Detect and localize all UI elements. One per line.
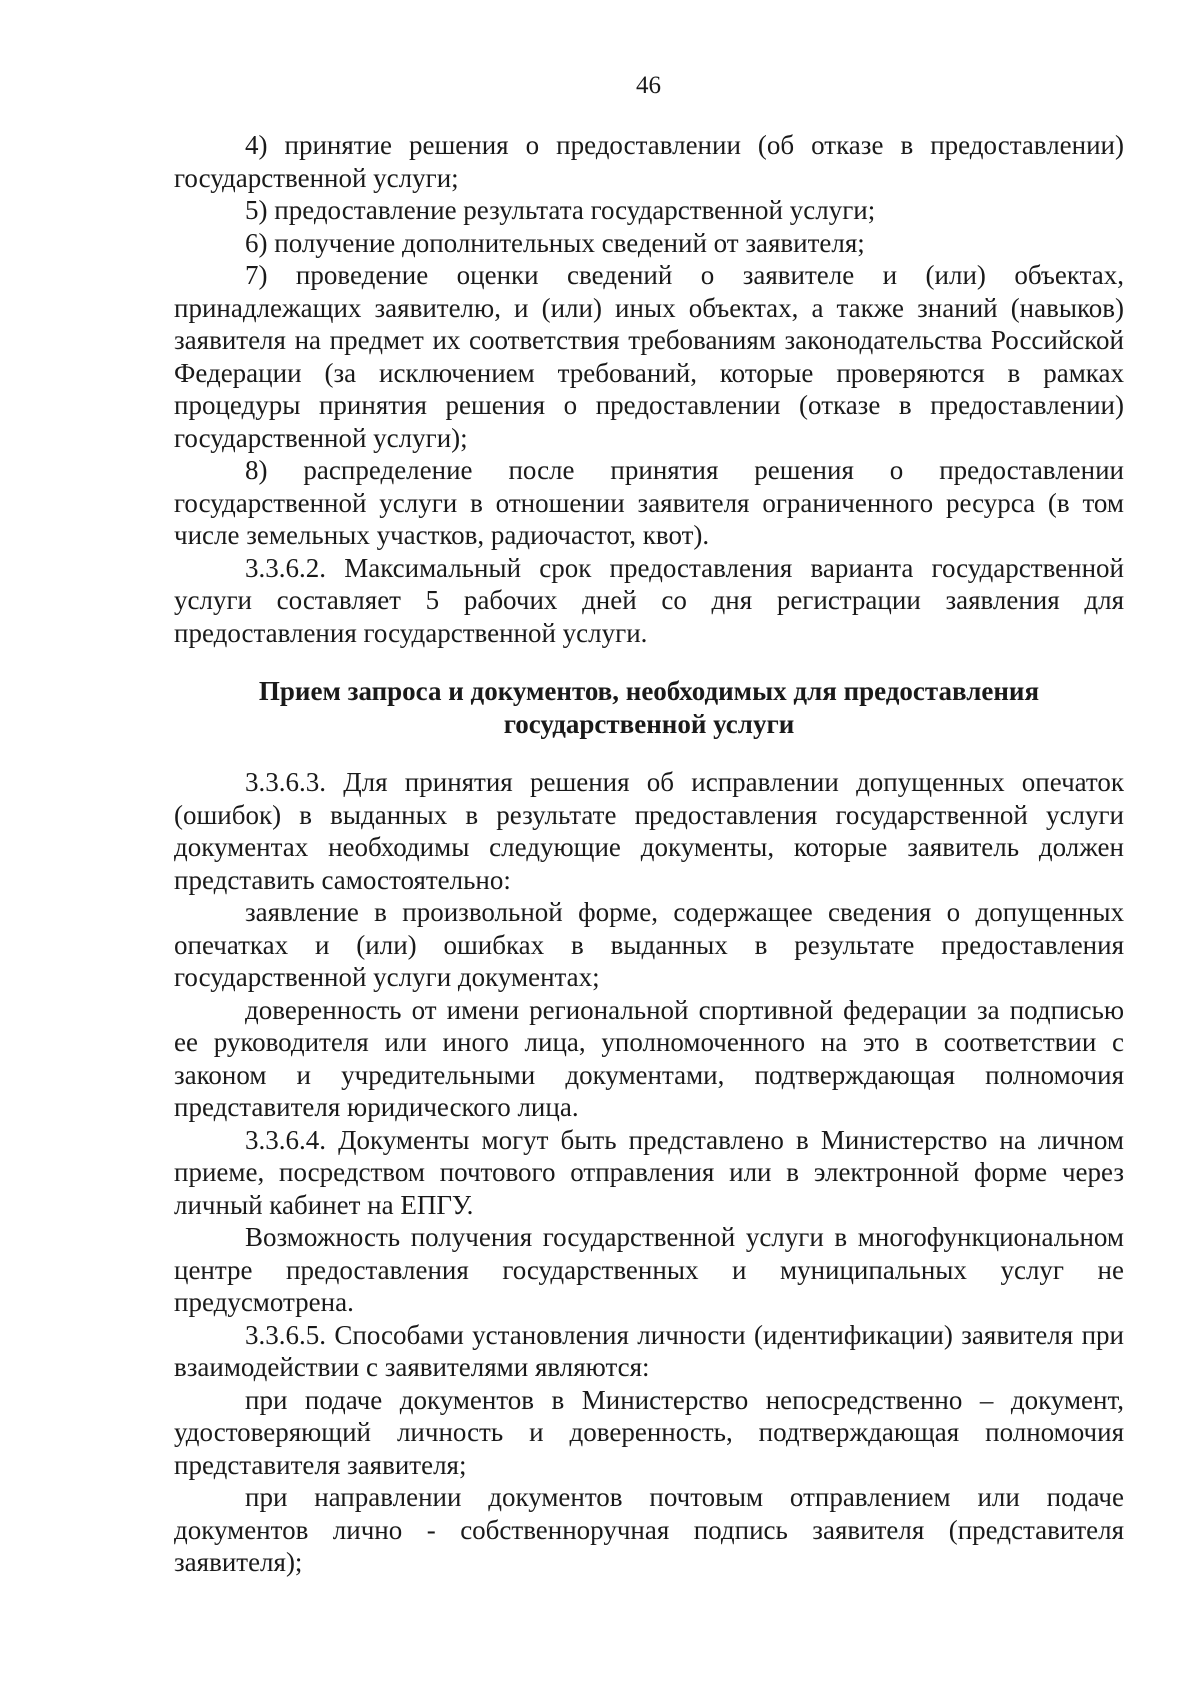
section-heading [174,675,1124,740]
paragraph-item-4: 4) принятие решения о предоставлении (об отказе в предоставлении) государственной услуги; [174,130,1124,193]
paragraph-in-person: при подаче документов в Министерство непосредственно – документ, удостоверяющий личность и доверенность, подтверждающая полномочия представителя заявителя; [174,1384,1124,1480]
paragraph-3-3-6-3: 3.3.6.3. Для принятия решения об исправлении допущенных опечаток (ошибок) в выданных в результате предоставления государственной услуги документах необходимы следующие документы, которые заявитель должен представить самостоятельно: [174,767,1124,895]
paragraph-item-7: 7) проведение оценки сведений о заявителе и (или) объектах, принадлежащих заявителю, и (или) иных объектах, а также знаний (навыков) заявителя на предмет их соответствия требованиям законодательства Российской Федерации (за исключением требований, которые проверяются в рамках процедуры принятия решения о предоставлении (отказе в предоставлении) государственной услуги); [174,260,1124,453]
section-heading-line-1: Прием запроса и документов, необходимых для предоставления [258,676,1040,706]
paragraph-application: заявление в произвольной форме, содержащее сведения о допущенных опечатках и (или) ошибках в выданных в результате предоставления государственной услуги документах; [174,897,1124,992]
paragraph-item-8: 8) распределение после принятия решения о предоставлении государственной услуги в отношении заявителя ограниченного ресурса (в том числе земельных участков, радиочастот, квот). [174,455,1124,550]
paragraph-3-3-6-4: 3.3.6.4. Документы могут быть представлено в Министерство на личном приеме, посредством почтового отправления или в электронной форме через личный кабинет на ЕПГУ. [174,1124,1124,1220]
paragraph-power-of-attorney: доверенность от имени региональной спортивной федерации за подписью ее руководителя или иного лица, уполномоченного на это в соответствии с законом и учредительными документами, подтверждающая полномочия представителя юридического лица. [174,994,1124,1122]
paragraph-3-3-6-2: 3.3.6.2. Максимальный срок предоставления варианта государственной услуги составляет 5 рабочих дней со дня регистрации заявления для предоставления государственной услуги. [174,552,1124,648]
paragraph-item-6: 6) получение дополнительных сведений от заявителя; [245,227,865,258]
paragraph-by-mail: при направлении документов почтовым отправлением или подаче документов лично - собственноручная подпись заявителя (представителя заявителя); [174,1482,1124,1577]
paragraph-item-5: 5) предоставление результата государственной услуги; [245,195,876,225]
paragraph-mfc: Возможность получения государственной услуги в многофункциональном центре предоставления государственных и муниципальных услуг не предусмотрена. [174,1222,1124,1317]
section-heading-line-2: государственной услуги [503,708,795,739]
page-number: 46 [636,72,661,99]
document-body [174,129,1124,1579]
paragraph-3-3-6-5: 3.3.6.5. Способами установления личности (идентификации) заявителя при взаимодействии с заявителями являются: [174,1319,1124,1382]
